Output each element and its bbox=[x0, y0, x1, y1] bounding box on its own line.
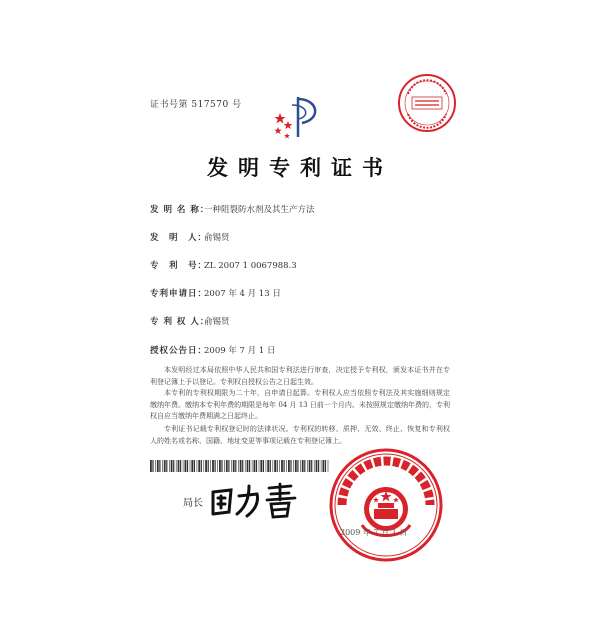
field-label: 发 明 名 称： bbox=[150, 205, 210, 215]
paragraph-term: 本专利的专利权期限为二十年，自申请日起算。专利权人应当依照专利法及其实施细则规定缴纳年费。缴纳本专利年费的期限是每年 04 月 13 日前一个月内。未按照规定缴纳年费的，专利权自应当缴纳年费期满之日起终止。 bbox=[150, 389, 450, 420]
paragraph-record: 专利证书记载专利权登记时的法律状况。专利权的转移、质押、无效、终止、恢复和专利权人的姓名或名称、国籍、地址变更等事项记载在专利登记簿上。 bbox=[150, 425, 450, 445]
field-inventor bbox=[150, 231, 230, 243]
field-value: 俞锡贤 bbox=[204, 233, 230, 243]
paragraph-grant: 本发明经过本局依照中华人民共和国专利法进行审查，决定授予专利权，颁发本证书并在专利登记簿上予以登记。专利权自授权公告之日起生效。 bbox=[150, 366, 450, 386]
national-ip-office-seal-icon bbox=[328, 447, 444, 563]
director-signature-icon bbox=[205, 478, 305, 522]
field-label: 授权公告日： bbox=[150, 346, 208, 356]
field-patentee bbox=[150, 315, 230, 327]
field-value: 俞锡贤 bbox=[204, 317, 230, 327]
certificate-number: 证书号第 517570 号 bbox=[150, 100, 242, 110]
field-value: ZL 2007 1 0067988.3 bbox=[204, 261, 297, 271]
agency-stamp-icon bbox=[396, 72, 458, 134]
field-grant-date bbox=[150, 344, 275, 356]
field-patent-number bbox=[150, 259, 297, 271]
director-label: 局长 bbox=[183, 498, 203, 509]
field-application-date bbox=[150, 287, 281, 299]
field-label: 发 明 人： bbox=[150, 233, 208, 243]
field-label: 专 利 权 人： bbox=[150, 317, 210, 327]
barcode-icon bbox=[150, 460, 330, 472]
field-value: 2009 年 7 月 1 日 bbox=[204, 346, 276, 356]
field-label: 专 利 号： bbox=[150, 261, 208, 271]
field-value: 2007 年 4 月 13 日 bbox=[204, 289, 281, 299]
patent-office-logo-icon bbox=[270, 93, 330, 143]
field-invention-name bbox=[150, 203, 315, 215]
field-value: 一种阻裂防水剂及其生产方法 bbox=[204, 205, 315, 215]
certificate-title: 发明专利证书 bbox=[207, 155, 393, 180]
seal-date: 2009 年 7 月 1 日 bbox=[340, 528, 408, 537]
field-label: 专利申请日： bbox=[150, 289, 208, 299]
